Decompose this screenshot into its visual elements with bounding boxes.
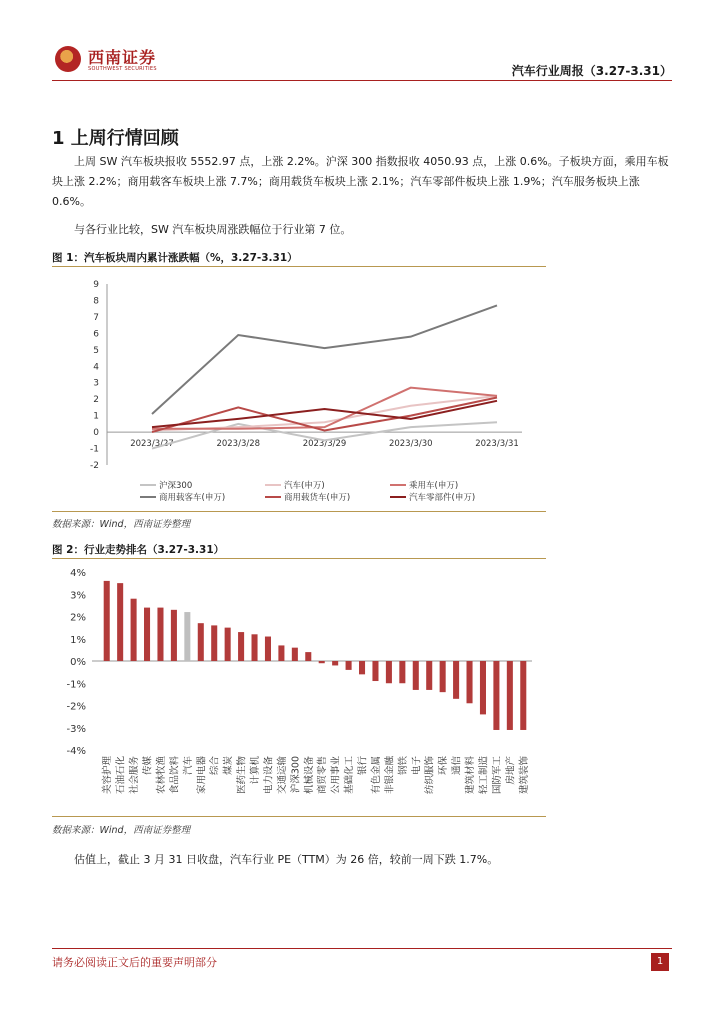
bar	[238, 632, 244, 661]
bar	[520, 661, 526, 730]
x-tick-label: 2023/3/28	[216, 439, 261, 450]
bar	[292, 648, 298, 661]
bar	[198, 623, 204, 661]
x-tick-label: 环保	[438, 756, 450, 776]
y-tick-label: 4%	[70, 568, 86, 579]
x-tick-label: 电力设备	[263, 756, 275, 795]
legend-label: 汽车(申万)	[284, 481, 325, 491]
x-tick-label: 房地产	[505, 756, 517, 785]
x-tick-label: 食品饮料	[169, 756, 181, 795]
footer-divider	[52, 948, 672, 949]
x-tick-label: 非银金融	[384, 756, 396, 795]
y-tick-label: 0%	[70, 657, 86, 668]
bar	[171, 610, 177, 661]
bar	[332, 661, 338, 665]
x-tick-label: 电子	[411, 756, 423, 776]
page-number: 1	[651, 953, 669, 971]
section-heading: 1 上周行情回顾	[52, 128, 179, 149]
x-tick-label: 纺织服饰	[424, 756, 436, 795]
bar	[117, 583, 123, 661]
x-tick-label: 机械设备	[303, 756, 315, 795]
x-tick-label: 汽车	[182, 756, 194, 776]
x-tick-label: 钢铁	[397, 756, 409, 776]
x-tick-label: 家用电器	[196, 756, 208, 795]
x-tick-label: 2023/3/30	[388, 439, 433, 450]
y-tick-label: -2	[90, 461, 99, 471]
y-tick-label: 1%	[70, 634, 86, 646]
paragraph-industry-rank: 与各行业比较，SW 汽车板块周涨跌幅位于行业第 7 位。	[74, 223, 352, 236]
bar	[399, 661, 405, 683]
x-tick-label: 建筑材料	[465, 756, 477, 795]
bar	[319, 661, 325, 663]
bar	[372, 661, 378, 681]
logo-subtext: SOUTHWEST SECURITIES	[88, 66, 157, 72]
x-tick-label: 煤炭	[223, 756, 235, 776]
x-tick-label: 国防军工	[491, 756, 503, 795]
figure2-source: 数据来源：Wind，西南证券整理	[52, 825, 191, 836]
legend-label: 商用载货车(申万)	[284, 493, 351, 503]
bar	[131, 599, 137, 661]
x-tick-label: 2023/3/29	[302, 439, 347, 450]
bar	[305, 652, 311, 661]
figure2-title: 图 2：行业走势排名（3.27-3.31）	[52, 544, 225, 556]
bar	[453, 661, 459, 699]
footer-disclaimer: 请务必阅读正文后的重要声明部分	[52, 956, 217, 969]
y-tick-label: 8	[93, 296, 99, 307]
bar-chart	[52, 560, 546, 816]
x-tick-label: 农林牧渔	[155, 756, 167, 795]
x-tick-label: 通信	[451, 756, 463, 776]
bar	[386, 661, 392, 683]
logo-text: 西南证券	[88, 48, 157, 67]
y-tick-label: 4	[93, 362, 99, 373]
bar	[184, 612, 190, 661]
y-tick-label: 3%	[70, 590, 86, 602]
x-tick-label: 美容护理	[102, 756, 114, 795]
y-tick-label: -2%	[66, 701, 86, 713]
line-chart	[52, 270, 546, 510]
x-tick-label: 基础化工	[344, 756, 356, 795]
bar	[426, 661, 432, 690]
figure2-top-rule	[52, 558, 546, 559]
x-tick-label: 公用事业	[330, 756, 342, 795]
y-tick-label: 7	[93, 312, 99, 323]
figure1-top-rule	[52, 266, 546, 267]
bar	[413, 661, 419, 690]
bar	[346, 661, 352, 670]
paragraph-market-review: 上周 SW 汽车板块报收 5552.97 点，上涨 2.2%。沪深 300 指数报收 4050.93 点，上涨 0.6%。子板块方面，乘用车板块上涨 2.2%；商用载客车板块上涨 7.7%；商用载货车板块上涨 2.1%；汽车零部件板块上涨 1.9%；汽车服务板块上涨 0.6%。	[52, 155, 669, 208]
x-tick-label: 社会服务	[129, 756, 141, 795]
x-tick-label: 计算机	[250, 756, 262, 785]
x-tick-label: 2023/3/27	[130, 439, 174, 450]
y-tick-label: -1	[90, 444, 99, 455]
bar	[507, 661, 513, 730]
bar	[265, 637, 271, 661]
legend-label: 汽车零部件(申万)	[409, 493, 476, 503]
figure1-bottom-rule	[52, 511, 546, 512]
bar	[225, 628, 231, 661]
x-tick-label: 传媒	[142, 756, 154, 776]
figure2-bottom-rule	[52, 816, 546, 817]
bar	[480, 661, 486, 714]
bar	[359, 661, 365, 674]
figure1-title: 图 1：汽车板块周内累计涨跌幅（%，3.27-3.31）	[52, 252, 298, 264]
x-tick-label: 综合	[209, 756, 221, 776]
bar	[467, 661, 473, 703]
header-divider	[52, 80, 672, 81]
y-tick-label: 2%	[70, 612, 86, 624]
paragraph-valuation: 估值上，截止 3 月 31 日收盘，汽车行业 PE（TTM）为 26 倍，较前一周下跌 1.7%。	[74, 853, 499, 866]
x-tick-label: 交通运输	[276, 756, 288, 795]
x-tick-label: 建筑装饰	[518, 756, 530, 795]
bar	[144, 608, 150, 661]
logo-mark-icon	[55, 46, 81, 72]
series-line	[152, 305, 497, 414]
x-tick-label: 沪深300	[290, 756, 302, 794]
bar	[211, 625, 217, 661]
bar	[278, 645, 284, 661]
legend-label: 沪深300	[159, 481, 193, 491]
y-tick-label: 6	[93, 329, 99, 340]
x-tick-label: 商贸零售	[317, 756, 329, 795]
bar	[252, 634, 258, 661]
y-tick-label: -1%	[66, 679, 86, 691]
bar	[157, 608, 163, 661]
legend-label: 商用载客车(申万)	[159, 493, 226, 503]
y-tick-label: 3	[93, 378, 99, 389]
x-tick-label: 2023/3/31	[475, 439, 519, 450]
y-tick-label: -4%	[66, 746, 86, 757]
bar	[104, 581, 110, 661]
x-tick-label: 轻工制造	[478, 756, 490, 795]
bar	[440, 661, 446, 692]
figure1-source: 数据来源：Wind，西南证券整理	[52, 519, 191, 530]
x-tick-label: 银行	[357, 756, 369, 776]
bar	[493, 661, 499, 730]
y-tick-label: 9	[93, 280, 99, 290]
y-tick-label: 5	[93, 345, 99, 356]
y-tick-label: 1	[93, 411, 99, 422]
x-tick-label: 医药生物	[236, 756, 248, 795]
y-tick-label: 2	[93, 395, 99, 406]
y-tick-label: -3%	[66, 723, 86, 735]
legend-label: 乘用车(申万)	[409, 481, 459, 491]
y-tick-label: 0	[93, 428, 99, 439]
report-title: 汽车行业周报（3.27-3.31）	[511, 64, 672, 78]
x-tick-label: 有色金属	[370, 756, 382, 795]
x-tick-label: 石油石化	[115, 756, 127, 795]
